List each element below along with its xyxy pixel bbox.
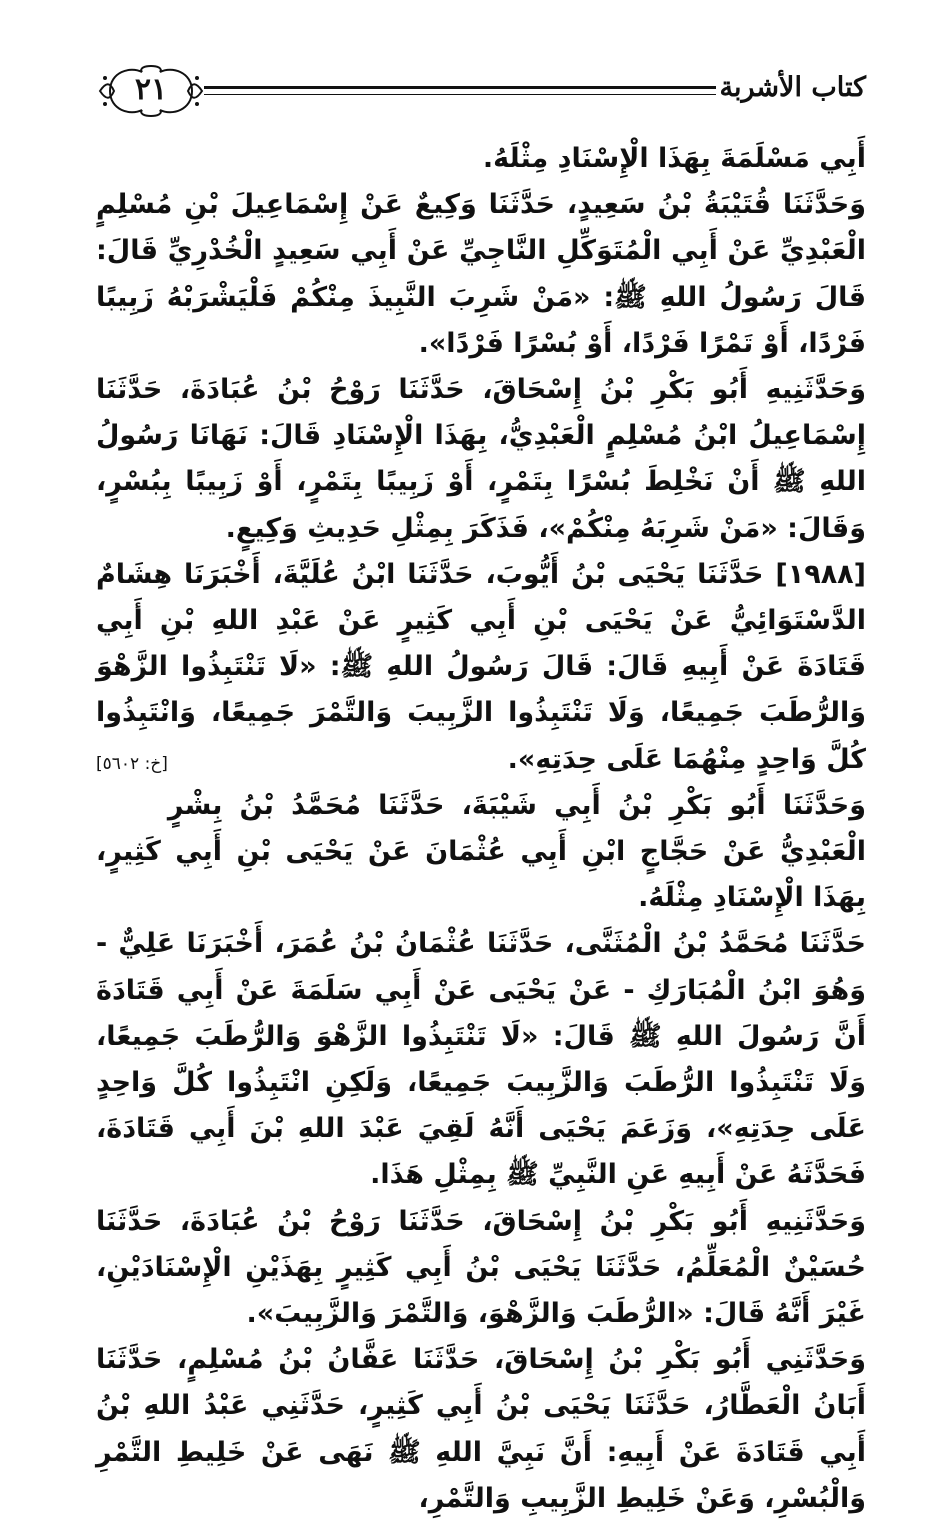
- page-number: ٢١: [134, 72, 168, 107]
- header-rule-thin: [204, 94, 716, 95]
- cross-reference: [خ: ٥٦٠٢]: [96, 753, 168, 774]
- body-text: [96, 136, 866, 1522]
- header-rule-thick: [204, 86, 716, 89]
- book-title: كتاب الأشربة: [719, 72, 866, 103]
- paragraph-1: أَبِي مَسْلَمَةَ بِهَذَا الْإِسْنَادِ مِثْلَهُ.: [482, 143, 866, 174]
- paragraph-6: حَدَّثَنَا مُحَمَّدُ بْنُ الْمُثَنَّى، حَدَّثَنَا عُثْمَانُ بْنُ عُمَرَ، أَخْبَرَنَا عَلِيٌّ - وَهُوَ ابْنُ الْمُبَارَكِ - عَنْ يَحْيَى عَنْ أَبِي سَلَمَةَ عَنْ أَبِي قَتَادَةَ أَنَّ رَسُولَ اللهِ ﷺ قَالَ: «لَا تَنْتَبِذُوا الزَّهْوَ وَالرُّطَبَ جَمِيعًا، وَلَا تَنْتَبِذُوا الرُّطَبَ وَالزَّبِيبَ جَمِيعًا، وَلَكِنِ انْتَبِذُوا كُلَّ وَاحِدٍ عَلَى حِدَتِهِ»، وَزَعَمَ يَحْيَى أَنَّهُ لَقِيَ عَبْدَ اللهِ بْنَ أَبِي قَتَادَةَ، فَحَدَّثَهُ عَنْ أَبِيهِ عَنِ النَّبِيِّ ﷺ بِمِثْلِ هَذَا.: [96, 928, 866, 1191]
- paragraph-4: [96, 552, 866, 783]
- paragraph-8: وَحَدَّثَنِي أَبُو بَكْرِ بْنُ إِسْحَاقَ، حَدَّثَنَا عَفَّانُ بْنُ مُسْلِمٍ، حَدَّثَنَا أَبَانُ الْعَطَّارُ، حَدَّثَنَا يَحْيَى بْنُ أَبِي كَثِيرٍ، حَدَّثَنِي عَبْدُ اللهِ بْنُ أَبِي قَتَادَةَ عَنْ أَبِيهِ: أَنَّ نَبِيَّ اللهِ ﷺ نَهَى عَنْ خَلِيطِ التَّمْرِ وَالْبُسْرِ، وَعَنْ خَلِيطِ الزَّبِيبِ وَالتَّمْرِ،: [96, 1344, 866, 1514]
- hadith-1988-text: [١٩٨٨] حَدَّثَنَا يَحْيَى بْنُ أَيُّوبَ، حَدَّثَنَا ابْنُ عُلَيَّةَ، أَخْبَرَنَا هِشَامٌ الدَّسْتَوَائِيُّ عَنْ يَحْيَى بْنِ أَبِي كَثِيرٍ عَنْ عَبْدِ اللهِ بْنِ أَبِي قَتَادَةَ عَنْ أَبِيهِ قَالَ: قَالَ رَسُولُ اللهِ ﷺ: «لَا تَنْتَبِذُوا الزَّهْوَ وَالرُّطَبَ جَمِيعًا، وَلَا تَنْتَبِذُوا الزَّبِيبَ وَالتَّمْرَ جَمِيعًا، وَانْتَبِذُوا كُلَّ وَاحِدٍ مِنْهُمَا عَلَى حِدَتِهِ».: [96, 558, 866, 775]
- page-header: [96, 58, 866, 124]
- paragraph-7: وَحَدَّثَنِيهِ أَبُو بَكْرِ بْنُ إِسْحَاقَ، حَدَّثَنَا رَوْحُ بْنُ عُبَادَةَ، حَدَّثَنَا حُسَيْنٌ الْمُعَلِّمُ، حَدَّثَنَا يَحْيَى بْنُ أَبِي كَثِيرٍ بِهَذَيْنِ الْإِسْنَادَيْنِ، غَيْرَ أَنَّهُ قَالَ: «الرُّطَبَ وَالزَّهْوَ، وَالتَّمْرَ وَالزَّبِيبَ».: [96, 1205, 866, 1330]
- paragraph-5: وَحَدَّثَنَا أَبُو بَكْرِ بْنُ أَبِي شَيْبَةَ، حَدَّثَنَا مُحَمَّدُ بْنُ بِشْرٍ الْعَبْدِيُّ عَنْ حَجَّاجٍ ابْنِ أَبِي عُثْمَانَ عَنْ يَحْيَى بْنِ أَبِي كَثِيرٍ، بِهَذَا الْإِسْنَادِ مِثْلَهُ.: [96, 789, 866, 914]
- paragraph-3: وَحَدَّثَنِيهِ أَبُو بَكْرِ بْنُ إِسْحَاقَ، حَدَّثَنَا رَوْحُ بْنُ عُبَادَةَ، حَدَّثَنَا إِسْمَاعِيلُ ابْنُ مُسْلِمٍ الْعَبْدِيُّ، بِهَذَا الْإِسْنَادِ قَالَ: نَهَانَا رَسُولُ اللهِ ﷺ أَنْ نَخْلِطَ بُسْرًا بِتَمْرٍ، أَوْ زَبِيبًا بِتَمْرٍ، أَوْ زَبِيبًا بِبُسْرٍ، وَقَالَ: «مَنْ شَرِبَهُ مِنْكُمْ»، فَذَكَرَ بِمِثْلِ حَدِيثِ وَكِيعٍ.: [96, 374, 866, 544]
- paragraph-2: وَحَدَّثَنَا قُتَيْبَةُ بْنُ سَعِيدٍ، حَدَّثَنَا وَكِيعٌ عَنْ إِسْمَاعِيلَ بْنِ مُسْلِمٍ الْعَبْدِيِّ عَنْ أَبِي الْمُتَوَكِّلِ النَّاجِيِّ عَنْ أَبِي سَعِيدٍ الْخُدْرِيِّ قَالَ: قَالَ رَسُولُ اللهِ ﷺ: «مَنْ شَرِبَ النَّبِيذَ مِنْكُمْ فَلْيَشْرَبْهُ زَبِيبًا فَرْدًا، أَوْ تَمْرًا فَرْدًا، أَوْ بُسْرًا فَرْدًا».: [96, 189, 866, 359]
